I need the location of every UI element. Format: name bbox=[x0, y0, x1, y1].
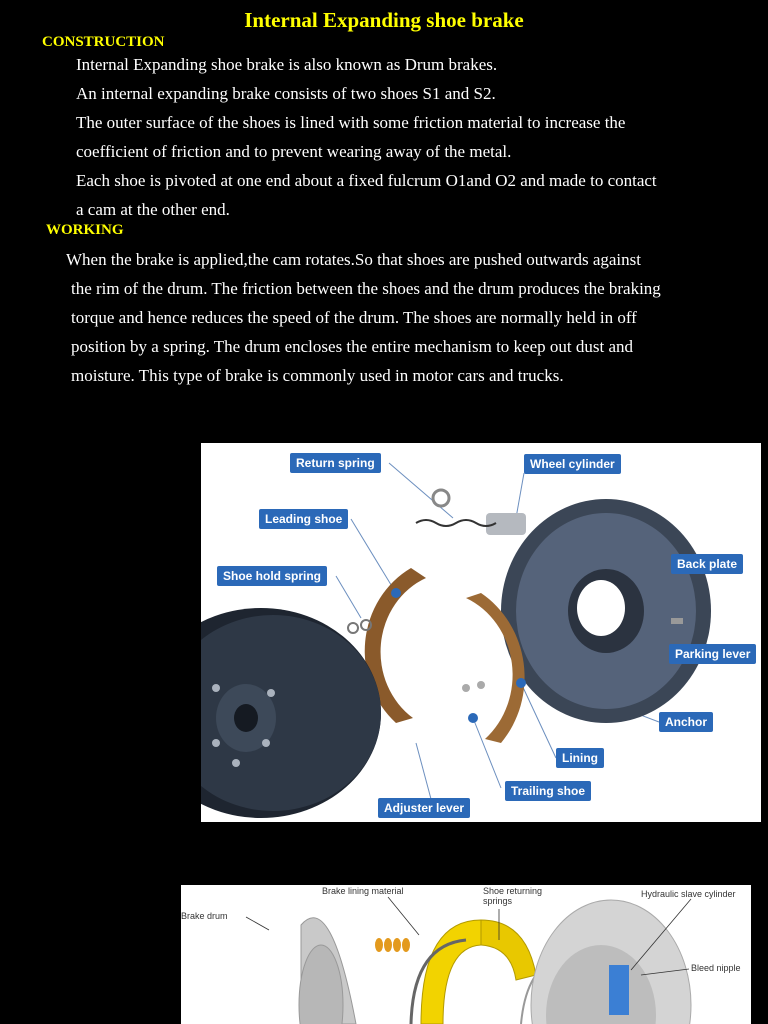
label-trailing-shoe: Trailing shoe bbox=[505, 781, 591, 801]
label-bleed-nipple: Bleed nipple bbox=[691, 963, 741, 973]
page-title: Internal Expanding shoe brake bbox=[244, 8, 524, 32]
text-line: The outer surface of the shoes is lined with some friction material to increase the bbox=[76, 113, 626, 132]
drum-brake-illustration bbox=[201, 443, 761, 822]
construction-text bbox=[76, 50, 657, 224]
text-line: coefficient of friction and to prevent wearing away of the metal. bbox=[76, 142, 512, 161]
label-shoe-hold-spring: Shoe hold spring bbox=[217, 566, 327, 586]
text-line: torque and hence reduces the speed of the drum. The shoes are normally held in off bbox=[71, 308, 637, 327]
label-brake-lining-material: Brake lining material bbox=[322, 886, 404, 896]
working-text bbox=[66, 245, 661, 390]
label-brake-drum: Brake drum bbox=[181, 911, 228, 921]
text-line: a cam at the other end. bbox=[76, 200, 230, 219]
text-line: Each shoe is pivoted at one end about a fixed fulcrum O1and O2 and made to contact bbox=[76, 171, 657, 190]
label-adjuster-lever: Adjuster lever bbox=[378, 798, 470, 818]
text-line: Internal Expanding shoe brake is also known as Drum brakes. bbox=[76, 55, 498, 74]
text-line: moisture. This type of brake is commonly used in motor cars and trucks. bbox=[71, 366, 564, 385]
text-line: An internal expanding brake consists of two shoes S1 and S2. bbox=[76, 84, 496, 103]
text-line: position by a spring. The drum encloses the entire mechanism to keep out dust and bbox=[71, 337, 633, 356]
label-back-plate: Back plate bbox=[671, 554, 743, 574]
label-wheel-cylinder: Wheel cylinder bbox=[524, 454, 621, 474]
label-hydraulic-slave-cylinder: Hydraulic slave cylinder bbox=[641, 889, 736, 899]
drum-brake-exploded-diagram bbox=[201, 443, 761, 822]
text-line: the rim of the drum. The friction between the shoes and the drum produces the braking bbox=[71, 279, 661, 298]
drum-brake-components-illustration bbox=[181, 885, 751, 1024]
drum-brake-components-diagram bbox=[181, 885, 751, 1024]
label-shoe-returning-springs: Shoe returning springs bbox=[483, 886, 543, 906]
label-anchor: Anchor bbox=[659, 712, 713, 732]
construction-heading: CONSTRUCTION bbox=[42, 34, 165, 50]
label-lining: Lining bbox=[556, 748, 604, 768]
working-heading: WORKING bbox=[46, 222, 124, 238]
text-line: When the brake is applied,the cam rotates.So that shoes are pushed outwards against bbox=[66, 250, 641, 269]
label-parking-lever: Parking lever bbox=[669, 644, 756, 664]
label-return-spring: Return spring bbox=[290, 453, 381, 473]
label-leading-shoe: Leading shoe bbox=[259, 509, 348, 529]
